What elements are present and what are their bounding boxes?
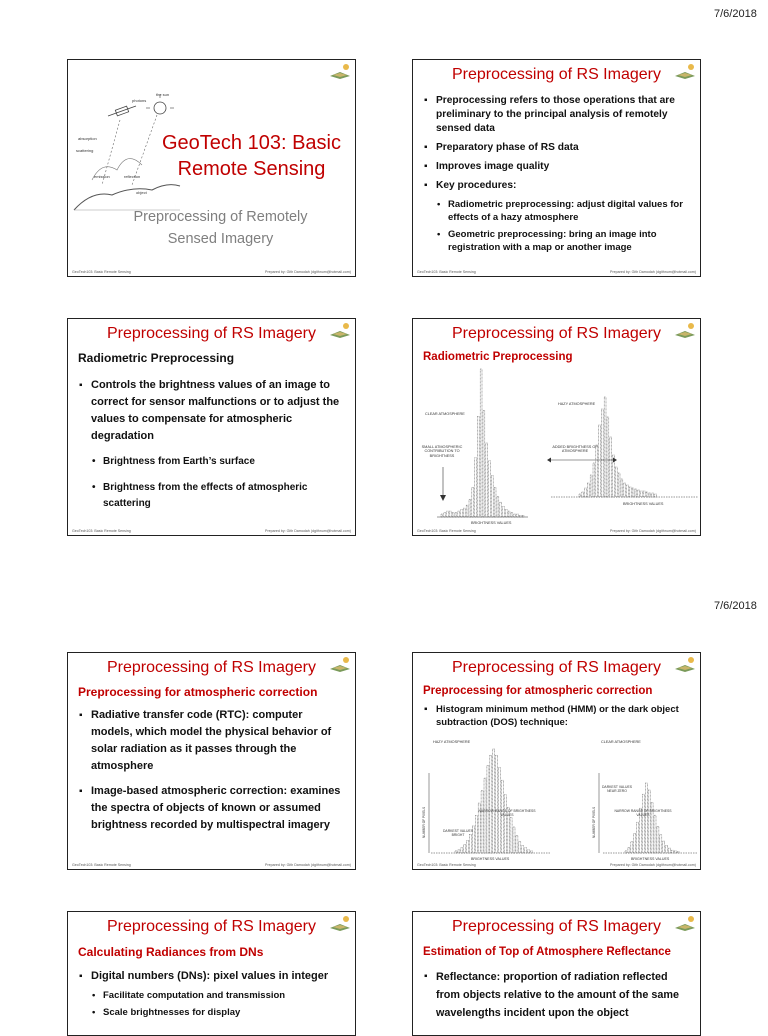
- sub-bullet-item: • Brightness from the effects of atmospheric scattering: [78, 480, 347, 512]
- histogram-bar: [464, 845, 466, 853]
- histogram-bar: [624, 483, 626, 497]
- slide-footer-left: GeoTech103: Basic Remote Sensing: [417, 270, 476, 274]
- histogram-bar: [513, 827, 515, 853]
- histogram-bar: [671, 850, 673, 853]
- slide-footer-left: GeoTech103: Basic Remote Sensing: [72, 270, 131, 274]
- slide-footer-left: GeoTech103: Basic Remote Sensing: [72, 529, 131, 533]
- histogram-bar: [599, 425, 601, 497]
- histogram-bar: [629, 487, 631, 497]
- histogram-bar: [646, 492, 648, 497]
- histogram-bar: [458, 511, 460, 517]
- histogram-bar: [615, 467, 617, 497]
- slide-title: [67, 59, 356, 277]
- bullet-item: ▪ Preparatory phase of RS data: [423, 141, 692, 155]
- label-clear-atmosphere: CLEAR ATMOSPHERE: [425, 412, 465, 416]
- sub-bullet-item: • Geometric preprocessing: bring an image into registration with a map or another image: [423, 228, 692, 254]
- histogram-bar: [461, 848, 463, 853]
- slide-heading: Preprocessing of RS Imagery: [452, 66, 661, 83]
- histogram-bar: [643, 491, 645, 497]
- slide-body: [423, 94, 692, 258]
- histogram-bar: [514, 514, 516, 517]
- histogram-bar: [649, 493, 651, 497]
- label-darkest-bright: DARKEST VALUES BRIGHT: [442, 829, 474, 837]
- histogram-bar: [447, 511, 449, 517]
- histogram-bar: [628, 847, 630, 853]
- histogram-bar: [522, 846, 524, 853]
- histogram-bar: [493, 749, 495, 853]
- histogram-bar: [582, 492, 584, 497]
- slide-footer-left: GeoTech103: Basic Remote Sensing: [417, 863, 476, 867]
- slide-footer-right: Prepared by: Gith Damodah (dgithnum@hotmail.com): [265, 863, 351, 867]
- slide-heading: Preprocessing of RS Imagery: [452, 325, 661, 342]
- histogram-bar: [508, 511, 510, 517]
- label-x-clear: BRIGHTNESS VALUES: [471, 521, 512, 525]
- bullet-item: ▪ Improves image quality: [423, 160, 692, 174]
- histogram-bar: [455, 851, 457, 853]
- histogram-bar: [669, 848, 671, 853]
- slide-subheading: Preprocessing for atmospheric correction: [78, 685, 318, 699]
- histogram-bar: [585, 488, 587, 497]
- histogram-bar: [455, 513, 457, 517]
- histogram-bar: [634, 833, 636, 853]
- label-x-clear: BRIGHTNESS VALUES: [631, 857, 670, 861]
- histogram-bar: [607, 417, 609, 497]
- slide-subheading: Preprocessing for atmospheric correction: [423, 685, 653, 697]
- histogram-bar: [452, 513, 454, 517]
- histogram-bar: [481, 791, 483, 853]
- histogram-bar: [604, 397, 606, 497]
- histogram-bar: [579, 494, 581, 497]
- histogram-bar: [517, 514, 519, 517]
- histogram-bar: [654, 815, 656, 853]
- histogram-bar: [491, 476, 493, 517]
- label-y-hazy: NUMBER OF PIXELS: [422, 806, 426, 838]
- slide-heading: Preprocessing of RS Imagery: [452, 918, 661, 935]
- bullet-item: ▪ Controls the brightness values of an image to correct for sensor malfunctions or to adjust the values to compensate for atmospheric degradation: [78, 377, 347, 445]
- sub-bullet-item: • Brightness from Earth’s surface: [78, 454, 347, 470]
- histogram-bar: [503, 507, 505, 517]
- histogram-bar: [642, 794, 644, 853]
- histogram-bar: [483, 410, 485, 517]
- histogram-bar: [610, 437, 612, 497]
- histogram-bar: [477, 416, 479, 517]
- diagram-label-sun: the sun: [156, 92, 170, 97]
- geotech-logo-icon: [329, 63, 351, 79]
- histogram-bar: [497, 496, 499, 517]
- slide-heading: Preprocessing of RS Imagery: [107, 325, 316, 342]
- histogram-bar: [593, 463, 595, 497]
- label-hazy-atmosphere: HAZY ATMOSPHERE: [558, 402, 596, 406]
- slide-preprocessing-intro: [412, 59, 701, 277]
- histogram-bar: [510, 818, 512, 853]
- slide-radiometric-text: [67, 318, 356, 536]
- slide-atmospheric-correction: [67, 652, 356, 870]
- histogram-bar: [469, 499, 471, 517]
- diagram-label-absorption: absorption: [78, 136, 97, 141]
- histogram-bar: [472, 487, 474, 517]
- histogram-bar: [674, 851, 676, 853]
- slide-toa-reflectance: [412, 911, 701, 1036]
- course-title: GeoTech 103: Basic Remote Sensing: [162, 132, 341, 180]
- page-date-middle: 7/6/2018: [714, 600, 757, 612]
- label-darkest-near-zero: DARKEST VALUES NEAR ZERO: [601, 785, 633, 793]
- diagram-label-photons: photons: [132, 98, 147, 103]
- histogram-bar: [475, 816, 477, 853]
- slide-heading: Preprocessing of RS Imagery: [452, 659, 661, 676]
- slide-heading: Preprocessing of RS Imagery: [107, 659, 316, 676]
- histogram-bar: [463, 508, 465, 517]
- label-narrow-range-clear: NARROW RANGE OF BRIGHTNESS VALUES: [614, 809, 672, 817]
- histogram-bar: [660, 835, 662, 853]
- histogram-bar: [525, 848, 527, 853]
- diagram-label-emission: emission: [94, 174, 110, 179]
- histogram-bar: [490, 755, 492, 853]
- histogram-bar: [449, 511, 451, 517]
- histogram-bar: [516, 835, 518, 853]
- bullet-item: ▪ Radiative transfer code (RTC): computer models, which model the physical behavior of solar radiation as it passes through the atmosphere: [78, 707, 347, 775]
- histogram-bar: [511, 513, 513, 517]
- slide-body: [78, 707, 347, 839]
- arrow-right-icon: [613, 458, 617, 463]
- bullet-item: ▪ Histogram minimum method (HMM) or the dark object subtraction (DOS) technique:: [423, 703, 692, 729]
- slide-footer-right: Prepared by: Gith Damodah (dgithnum@hotmail.com): [265, 529, 351, 533]
- bullet-item: ▪ Digital numbers (DNs): pixel values in integer: [78, 968, 347, 985]
- histogram-bar: [666, 845, 668, 853]
- course-subtitle: Preprocessing of Remotely Sensed Imagery: [133, 209, 308, 247]
- arrow-down-icon: [440, 495, 446, 501]
- label-clear-atmosphere: CLEAR ATMOSPHERE: [601, 740, 641, 744]
- slide-heading: Preprocessing of RS Imagery: [107, 918, 316, 935]
- page-date-top: 7/6/2018: [714, 8, 757, 20]
- histogram-bar: [441, 514, 443, 517]
- histogram-bar: [648, 790, 650, 853]
- label-narrow-range-hazy: NARROW RANGE OF BRIGHTNESS VALUES: [478, 809, 536, 817]
- radiometric-histograms-chart: [413, 367, 701, 527]
- histogram-bar: [530, 851, 532, 853]
- histogram-bar: [655, 494, 657, 497]
- slide-footer-left: GeoTech103: Basic Remote Sensing: [417, 529, 476, 533]
- clear-histogram-bars: [441, 369, 524, 517]
- histogram-bar: [444, 513, 446, 517]
- histogram-bar: [657, 826, 659, 853]
- label-hazy-atmosphere: HAZY ATMOSPHERE: [433, 740, 471, 744]
- slide-body: [78, 968, 347, 1023]
- bullet-item: ▪ Reflectance: proportion of radiation reflected from objects relative to the amount of the same wavelengths incident upon the object: [423, 968, 692, 1022]
- histogram-bar: [663, 841, 665, 853]
- slide-footer-right: Prepared by: Gith Damodah (dgithnum@hotmail.com): [610, 863, 696, 867]
- histogram-bar: [625, 851, 627, 853]
- histogram-bar: [618, 473, 620, 497]
- histogram-bar: [504, 795, 506, 853]
- histogram-bar: [486, 443, 488, 517]
- histogram-bar: [641, 491, 643, 497]
- histogram-bar: [590, 475, 592, 497]
- histogram-bar: [638, 490, 640, 497]
- sub-bullet-item: • Radiometric preprocessing: adjust digital values for effects of a hazy atmosphere: [423, 198, 692, 224]
- histogram-bar: [461, 510, 463, 517]
- sub-bullet-item: • Facilitate computation and transmission: [78, 989, 347, 1002]
- sub-bullet-item: • Scale brightnesses for display: [78, 1006, 347, 1019]
- slide-footer-left: GeoTech103: Basic Remote Sensing: [72, 863, 131, 867]
- label-y-clear: NUMBER OF PIXELS: [592, 806, 596, 838]
- diagram-label-reflection: reflection: [124, 174, 141, 179]
- label-x-hazy: BRIGHTNESS VALUES: [471, 857, 510, 861]
- histogram-bar: [635, 489, 637, 497]
- slide-radiometric-histograms: [412, 318, 701, 536]
- slide-radiances-from-dns: [67, 911, 356, 1036]
- histogram-bar: [587, 483, 589, 497]
- histogram-bar: [652, 493, 654, 497]
- label-added-brightness: ADDED BRIGHTNESS OF ATMOSPHERE: [552, 445, 598, 454]
- diagram-label-scattering: scattering: [76, 148, 94, 153]
- histogram-bar: [475, 458, 477, 517]
- bullet-item: ▪ Key procedures:: [423, 179, 692, 193]
- dos-histograms-chart: [413, 733, 701, 863]
- histogram-bar: [500, 502, 502, 517]
- histogram-bar: [621, 479, 623, 497]
- slide-subheading: Radiometric Preprocessing: [78, 351, 235, 365]
- bullet-item: ▪ Image-based atmospheric correction: examines the spectra of objects of known or assumed brightness recorded by multispectral imagery: [78, 783, 347, 834]
- histogram-bar: [519, 842, 521, 853]
- slide-body: [423, 968, 692, 1027]
- histogram-bar: [480, 369, 482, 517]
- bullet-item: ▪ Preprocessing refers to those operations that are preliminary to the principal analysis of remotely sensed data: [423, 94, 692, 136]
- histogram-bar: [528, 850, 530, 853]
- slide-subheading: Estimation of Top of Atmosphere Reflectance: [423, 946, 671, 958]
- label-x-hazy: BRIGHTNESS VALUES: [623, 502, 664, 506]
- histogram-bar: [467, 841, 469, 853]
- slide-body: [423, 703, 692, 734]
- histogram-bar: [466, 505, 468, 517]
- histogram-bar: [505, 510, 507, 517]
- slide-subheading: Radiometric Preprocessing: [423, 351, 573, 363]
- histogram-bar: [458, 850, 460, 853]
- slide-footer-right: Prepared by: Gith Damodah (dgithnum@hotmail.com): [610, 529, 696, 533]
- histogram-bar: [631, 842, 633, 853]
- histogram-bar: [494, 487, 496, 517]
- histogram-bar: [489, 461, 491, 517]
- slide-subheading: Calculating Radiances from DNs: [78, 945, 264, 959]
- histogram-bar: [637, 822, 639, 853]
- histogram-bar: [601, 409, 603, 497]
- slide-footer-right: Prepared by: Gith Damodah (dgithnum@hotmail.com): [265, 270, 351, 274]
- histogram-bar: [627, 485, 629, 497]
- slide-footer-right: Prepared by: Gith Damodah (dgithnum@hotmail.com): [610, 270, 696, 274]
- diagram-label-object: object: [136, 190, 147, 195]
- label-small-contribution: SMALL ATMOSPHERIC CONTRIBUTION TO BRIGHTNESS: [421, 445, 463, 458]
- histogram-bar: [632, 488, 634, 497]
- histogram-bar: [496, 755, 498, 853]
- slide-dos-technique: [412, 652, 701, 870]
- slide-body: [78, 377, 347, 516]
